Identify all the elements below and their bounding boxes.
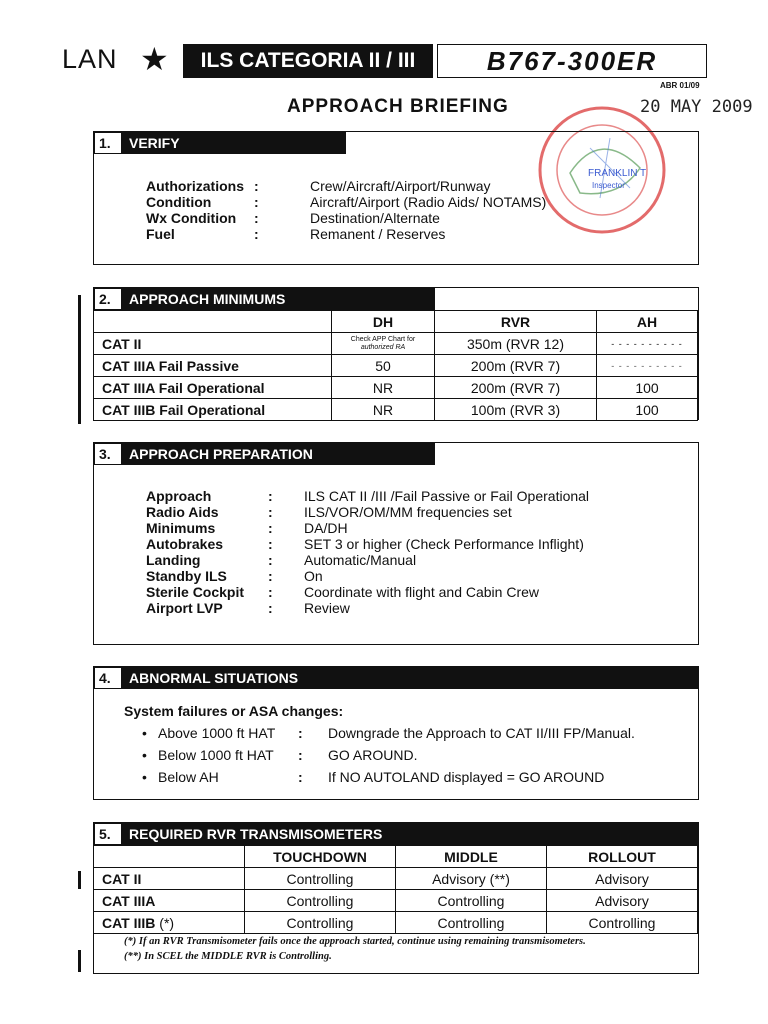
abnormal-value: GO AROUND. [328,747,418,763]
preparation-section [93,442,699,645]
abnormal-label: Above 1000 ft HAT [158,725,276,741]
table-cell: Advisory [547,890,698,912]
bullet: • [142,725,147,741]
verify-label-wx: Wx Condition [146,210,237,226]
rvr-note-1: (*) If an RVR Transmisometer fails once the approach started, continue using remaining transmisometers. [124,936,586,947]
verify-label-fuel: Fuel [146,226,175,242]
dh-note: authorized RA [360,343,406,351]
verify-value-wx: Destination/Alternate [310,210,440,226]
prep-label: Autobrakes [146,536,224,552]
prep-value: Review [304,600,350,616]
preparation-header [94,443,435,465]
table-cell: 350m (RVR 12) [435,333,597,355]
dh-note: Check APP Chart for [350,335,416,343]
prep-value: ILS CAT II /III /Fail Passive or Fail Operational [304,488,590,504]
rvr-header [94,823,698,845]
prep-label: Sterile Cockpit [146,584,245,600]
revision-bar [78,295,81,424]
section-number: 2. [95,289,121,309]
minimums-table [93,310,698,421]
rvr-cat: CAT II [102,870,142,887]
table-cell: Controlling [547,912,698,934]
table-row [94,399,698,421]
separator: : [268,584,273,600]
abnormal-section [93,666,699,800]
separator: : [268,536,273,552]
bullet: • [142,769,147,785]
table-header [94,846,245,868]
aircraft-model: B767-300ER [437,44,707,78]
separator: : [298,769,303,785]
lan-logo: LAN [62,44,118,74]
table-row [94,333,698,355]
table-header [94,311,332,333]
table-cell: CAT IIIA Fail Operational [94,377,332,399]
prep-label: Minimums [146,520,216,536]
table-cell: CAT IIIA Fail Passive [94,355,332,377]
table-cell [94,912,245,934]
table-cell: - - - - - - - - - - [597,333,698,355]
briefing-title: APPROACH BRIEFING [287,96,509,117]
verify-label-condition: Condition [146,194,212,210]
table-cell: NR [332,377,435,399]
table-cell: 200m (RVR 7) [435,377,597,399]
table-cell: 100 [597,377,698,399]
table-cell: 50 [332,355,435,377]
table-cell: CAT II [94,333,332,355]
prep-value: SET 3 or higher (Check Performance Inflight) [304,536,584,552]
verify-header [94,132,346,154]
table-cell [94,890,245,912]
table-cell: 200m (RVR 7) [435,355,597,377]
table-cell: Controlling [396,890,547,912]
bullet: • [142,747,147,763]
section-title: APPROACH PREPARATION [129,446,313,462]
prep-label: Standby ILS [146,568,227,584]
prep-label: Approach [146,488,212,504]
revision-bar [78,950,81,972]
separator: : [268,600,273,616]
section-title: REQUIRED RVR TRANSMISOMETERS [129,826,383,842]
rvr-cat-suffix: (*) [155,914,175,931]
separator: : [254,226,259,242]
table-cell: Controlling [245,868,396,890]
abnormal-header [94,667,698,689]
table-header: MIDDLE [396,846,547,868]
table-row [94,355,698,377]
separator: : [298,747,303,763]
prep-value: Coordinate with flight and Cabin Crew [304,584,540,600]
separator: : [268,552,273,568]
verify-value-authorizations: Crew/Aircraft/Airport/Runway [310,178,491,194]
separator: : [268,488,273,504]
abnormal-intro: System failures or ASA changes: [124,703,344,719]
section-number: 1. [95,133,121,153]
table-cell [332,333,435,355]
rvr-table [93,845,698,934]
section-number: 5. [95,824,121,844]
table-cell: Advisory (**) [396,868,547,890]
table-cell: Controlling [245,890,396,912]
table-header: DH [332,311,435,333]
table-cell: - - - - - - - - - - [597,355,698,377]
star-icon: ★ [140,41,169,77]
table-header-row [94,846,698,868]
prep-label: Radio Aids [146,504,219,520]
abnormal-label: Below 1000 ft HAT [158,747,274,763]
document-title: ILS CATEGORIA II / III [183,44,433,78]
verify-value-condition: Aircraft/Airport (Radio Aids/ NOTAMS) [310,194,547,210]
section-number: 4. [95,668,121,688]
table-header-row [94,311,698,333]
revision-bar [78,871,81,889]
prep-value: ILS/VOR/OM/MM frequencies set [304,504,512,520]
prep-label: Landing [146,552,201,568]
section-title: APPROACH MINIMUMS [129,291,286,307]
rvr-cat: CAT IIIB [102,914,156,931]
table-row [94,890,698,912]
separator: : [268,568,273,584]
stamp-name: FRANKLIN T [588,168,647,179]
table-row [94,912,698,934]
prep-value: Automatic/Manual [304,552,417,568]
table-cell: 100 [597,399,698,421]
table-cell [94,868,245,890]
table-cell: Controlling [396,912,547,934]
abnormal-label: Below AH [158,769,219,785]
rvr-note-2: (**) In SCEL the MIDDLE RVR is Controlling. [124,951,332,962]
revision-label: ABR 01/09 [660,81,700,90]
table-cell: CAT IIIB Fail Operational [94,399,332,421]
stamp-role: Inspector [592,181,625,190]
table-cell: NR [332,399,435,421]
verify-section [93,131,699,265]
date-stamp: 20 MAY 2009 [640,97,753,117]
table-cell: 100m (RVR 3) [435,399,597,421]
prep-value: On [304,568,323,584]
minimums-header [94,288,435,310]
abnormal-value: If NO AUTOLAND displayed = GO AROUND [328,769,605,785]
verify-label-authorizations: Authorizations [146,178,244,194]
rvr-cat: CAT IIIA [102,892,156,909]
table-header: TOUCHDOWN [245,846,396,868]
table-row [94,868,698,890]
abnormal-value: Downgrade the Approach to CAT II/III FP/Manual. [328,725,635,741]
table-header: AH [597,311,698,333]
separator: : [268,520,273,536]
section-title: VERIFY [129,135,180,151]
verify-value-fuel: Remanent / Reserves [310,226,446,242]
section-title: ABNORMAL SITUATIONS [129,670,299,686]
prep-label: Airport LVP [146,600,223,616]
table-header: RVR [435,311,597,333]
prep-value: DA/DH [304,520,348,536]
separator: : [268,504,273,520]
table-row [94,377,698,399]
separator: : [254,194,259,210]
table-header: ROLLOUT [547,846,698,868]
separator: : [254,210,259,226]
table-cell: Controlling [245,912,396,934]
separator: : [298,725,303,741]
separator: : [254,178,259,194]
section-number: 3. [95,444,121,464]
table-cell: Advisory [547,868,698,890]
